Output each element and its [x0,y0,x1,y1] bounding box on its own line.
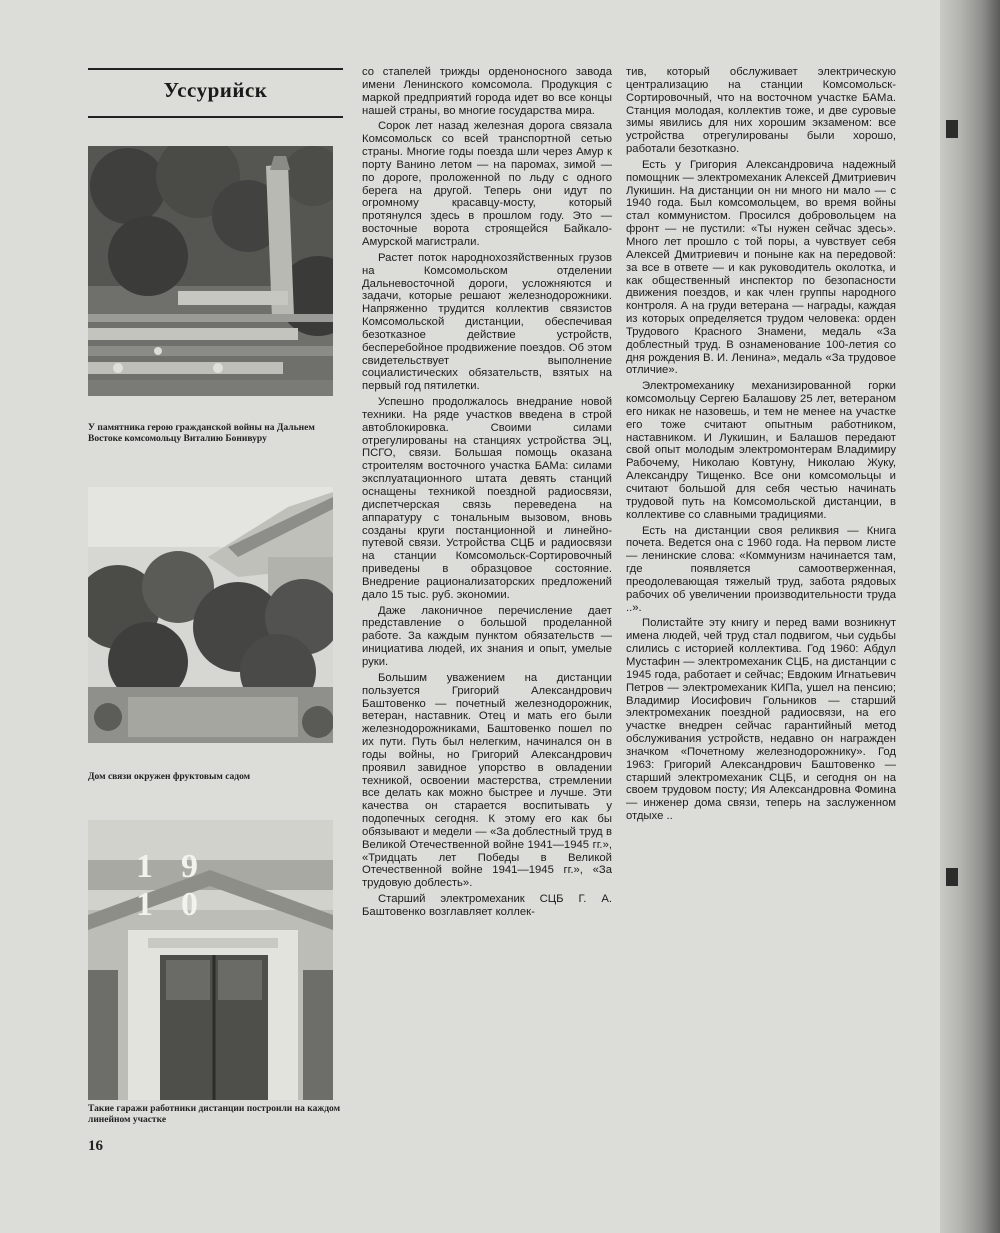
spine-mark-top [946,120,958,138]
column-1-paragraph: Старший электромеханик СЦБ Г. А. Баштовенко возглавляет коллек- [362,893,612,918]
column-1-paragraph: Даже лаконичное перечисление дает представление о большой проделанной работе. За каждым пунктом обязательств — инициатива людей, их знания и опыт, умелые руки. [362,604,612,668]
column-1-paragraph: Большим уважением на дистанции пользуется Григорий Александрович Баштовенко — почетный железнодорожник, ветеран, наставник. Отец и мать его были железнодорожниками, Баштовенко пошел по их пути. Путь был нелегким, начинался он в годы войны, но Григорий Александрович проявил завидное упорство в овладении техникой, освоении мастерства, стремлении все делать как можно быстрее и лучше. Эти качества он старается воспитывать у подопечных сегодня. К этому его как бы обязывают и медели — «За доблестный труд в Великой Отечественной войне 1941—1945 гг.», «Тридцать лет Победы в Великой Отечественной войне 1941—1945 гг.», «За трудовую доблесть». [362,671,612,890]
garage-sign-text: 19 10 [136,848,226,923]
monument-photo [88,146,333,396]
title-rule-bottom [88,116,343,118]
house-garden-photo [88,487,333,743]
section-title: Уссурийск [163,78,268,102]
column-2-paragraph: тив, который обслуживает электрическую централизацию на станции Комсомольск-Сортировочный, что на восточном участке БАМа. Станция молодая, коллектив тоже, и две суровые зимы явились для них хорошим экзаменом: все устройства отрегулированы были хорошо, работали безотказно. [626,66,896,156]
monument-photo-caption: У памятника герою гражданской войны на Дальнем Востоке комсомольцу Виталию Бонивуру [88,423,315,444]
column-1-paragraph: Успешно продолжалось внедрание новой техники. На ряде участков введена в строй автоблокировка. Своими силами отрегулированы на станциях устройства ЭЦ, ПСГО, связи. Большая помощь оказана строителям восточного участка БАМа: силами эксплуатационного штата девять станций оснащены техникой поездной радиосвязи, диспетчерская связь переведена на аппаратуру с тональным вызовом, вновь созданы круги постанционной и линейно-путевой связи. Устройства СЦБ и радиосвязи на станции Комсомольск-Сортировочный приведены в образцовое состояние. Внедрение рационализаторских предложений дало 15 тыс. руб. экономии. [362,396,612,601]
column-2-paragraph: Есть у Григория Александровича надежный помощник — электромеханик Алексей Дмитриевич Лукишин. На дистанции он ни много ни мало — с 1940 года. Был комсомольцем, во время войны стал коммунистом. Просился добровольцем на фронт — не пустили: «Ты нужен сейчас здесь». Много лет прошло с той поры, а чувствует себя Алексей Дмитриевич и поныне как на передовой: за все в ответе — и как руководитель околотка, и как общественный инспектор по безопасности движения поездов, и как член группы народного контроля. А на груди ветерана — награды, каждая из которых определяется трудом человека: орден Трудового Красного Знамени, медаль «За доблестный труд. В ознаменование 100-летия со дня рождения В. И. Ленина», медаль «За трудовое отличие». [626,158,896,377]
article-column-2 [626,66,896,823]
title-rule-top [88,68,343,70]
garage-photo-caption: Такие гаражи работники дистанции построили на каждом линейном участке [88,1104,341,1125]
column-2-paragraph: Есть на дистанции своя реликвия — Книга почета. Ведется она с 1960 года. На первом листе — ленинские слова: «Коммунизм начинается там, где появляется самоотверженная, преодолевающая тяжелый труд, забота рядовых рабочих об увеличении производительности труда ..». [626,524,896,614]
column-1-paragraph: со стапелей трижды орденоносного завода имени Ленинского комсомола. Продукция с маркой предприятий города идет во все концы нашей страны, во многие государства мира. [362,66,612,117]
column-1-paragraph: Растет поток народнохозяйственных грузов на Комсомольском отделении Дальневосточной дороги, усложняются и задачи, которые решают железнодорожники. Напряженно трудится коллектив связистов Комсомольской дистанции, обеспечивая безотказное действие устройств, бесперебойное продвижение поездов. Об этом свидетельствует выполнение социалистических обязательств, взятых на первый год пятилетки. [362,251,612,393]
page-number: 16 [88,1138,103,1154]
spine-mark-bottom [946,868,958,886]
column-2-paragraph: Полистайте эту книгу и перед вами возникнут имена людей, чей труд стал подвигом, чьи судьбы слились с историей коллектива. Год 1960: Абдул Мустафин — электромеханик СЦБ, на дистанции с 1945 года, работает и сейчас; Евдоким Игнатьевич Петров — электромеханик КИПа, ушел на пенсию; Владимир Иосифович Гольников — старший электромеханик поездной радиосвязи, на его участке внедрен сейчас гарантийный метод обслуживания устройств, недавно он награжден значком «Почетному железнодорожнику». Год 1963: Григорий Александрович Баштовенко — старший электромеханик СЦБ, и сегодня он на своем трудовом посту; Ия Александровна Фомина — инженер дома связи, теперь на заслуженном отдыхе .. [626,617,896,823]
house-garden-photo-caption: Дом связи окружен фруктовым садом [88,772,251,782]
column-1-paragraph: Сорок лет назад железная дорога связала Комсомольск со всей транспортной сетью страны. Многие годы поезда шли через Амур к порту Ванино летом — на паромах, зимой — по дороге, проложенной по льду с одного берега на другой. Теперь они идут по огромному красавцу-мосту, который протянулся здесь в прошлом году. Это — восточные ворота строящейся Байкало-Амурской магистрали. [362,120,612,248]
page-spine-shadow [940,0,1000,1233]
column-2-paragraph: Электромеханику механизированной горки комсомольцу Сергею Балашову 25 лет, ветераном его никак не назовешь, и тем не менее на участке его тоже считают опытным работником, наставником. И Лукишин, и Балашов передают свой опыт молодым электромонтерам Владимиру Рабочему, Николаю Ковтуну, Николаю Жуку, Александру Тищенко. Все они комсомольцы и считают большой для себя честью начинать трудовой путь на Комсомольской дистанции, в коллективе со славными традициями. [626,380,896,521]
garage-photo [88,820,333,1100]
article-column-1 [362,66,612,919]
